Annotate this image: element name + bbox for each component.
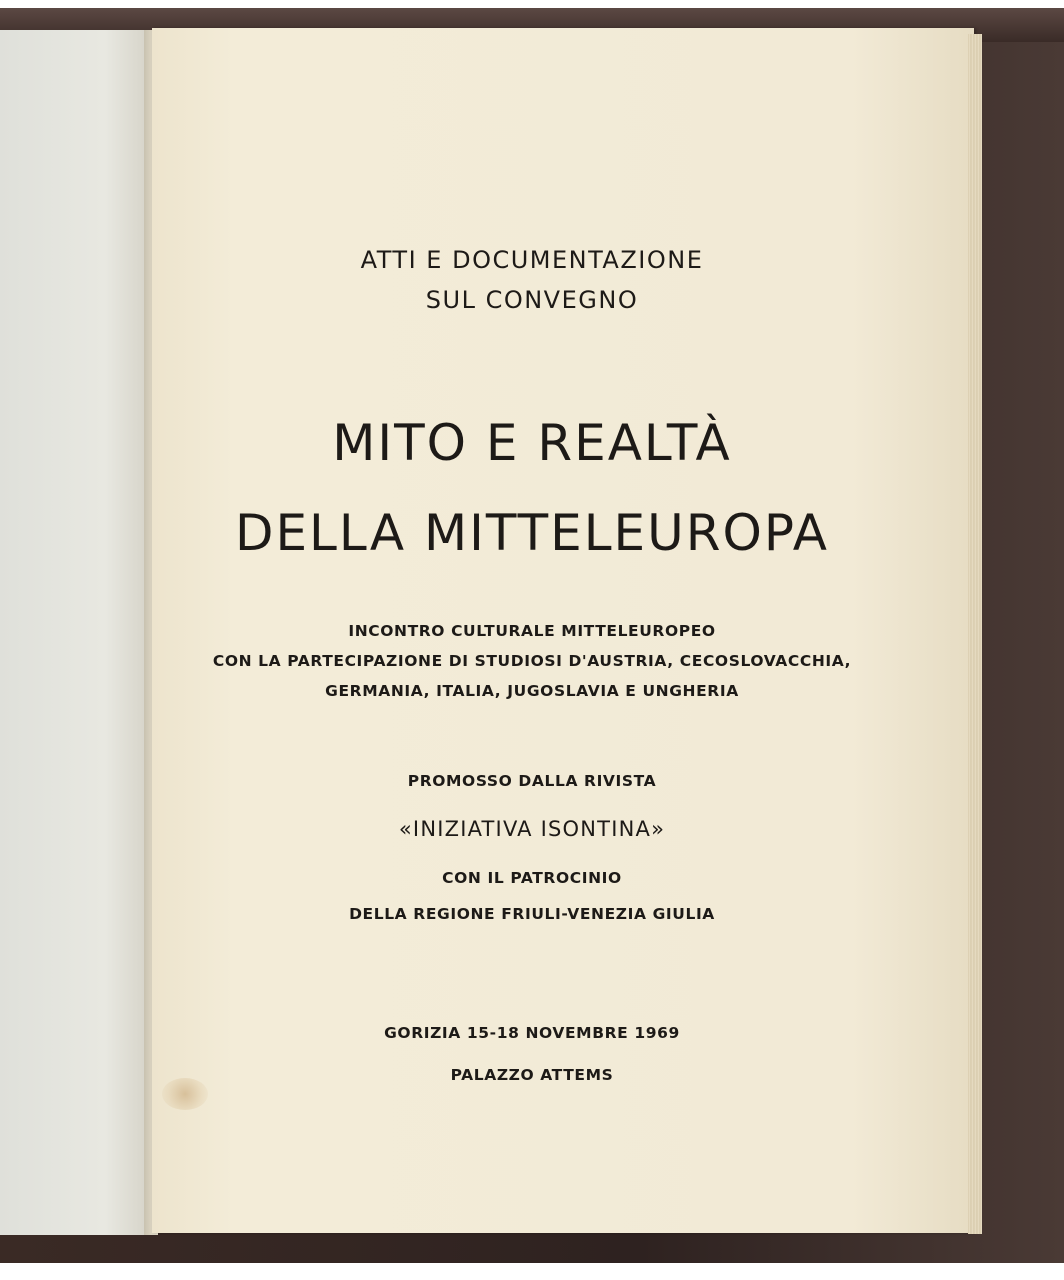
patronage-line-1: CON IL PATROCINIO	[442, 869, 622, 887]
magazine-title: «INIZIATIVA ISONTINA»	[398, 817, 666, 841]
magazine-name	[0, 812, 1064, 846]
patronage-line-2: DELLA REGIONE FRIULI-VENEZIA GIULIA	[349, 905, 715, 923]
event-venue: PALAZZO ATTEMS	[450, 1066, 614, 1084]
patronage-block	[0, 860, 1064, 932]
subtitle-block	[0, 616, 1064, 706]
title-line-2: DELLA MITTELEUROPA	[234, 504, 830, 562]
promoted-by: PROMOSSO DALLA RIVISTA	[407, 772, 657, 790]
event-date: GORIZIA 15-18 NOVEMBRE 1969	[384, 1024, 680, 1042]
subtitle-line-1: INCONTRO CULTURALE MITTELEUROPEO	[348, 622, 716, 640]
header-line-1: ATTI E DOCUMENTAZIONE	[360, 246, 704, 274]
event-block	[0, 1012, 1064, 1096]
header-line-2: SUL CONVEGNO	[425, 286, 639, 314]
subtitle-line-2: CON LA PARTECIPAZIONE DI STUDIOSI D'AUSTRIA, CECOSLOVACCHIA,	[212, 652, 852, 670]
title-line-1: MITO E REALTÀ	[332, 414, 732, 472]
header-block	[0, 240, 1064, 320]
book-title	[0, 398, 1064, 578]
subtitle-line-3: GERMANIA, ITALIA, JUGOSLAVIA E UNGHERIA	[325, 682, 739, 700]
promotion-line	[0, 766, 1064, 796]
